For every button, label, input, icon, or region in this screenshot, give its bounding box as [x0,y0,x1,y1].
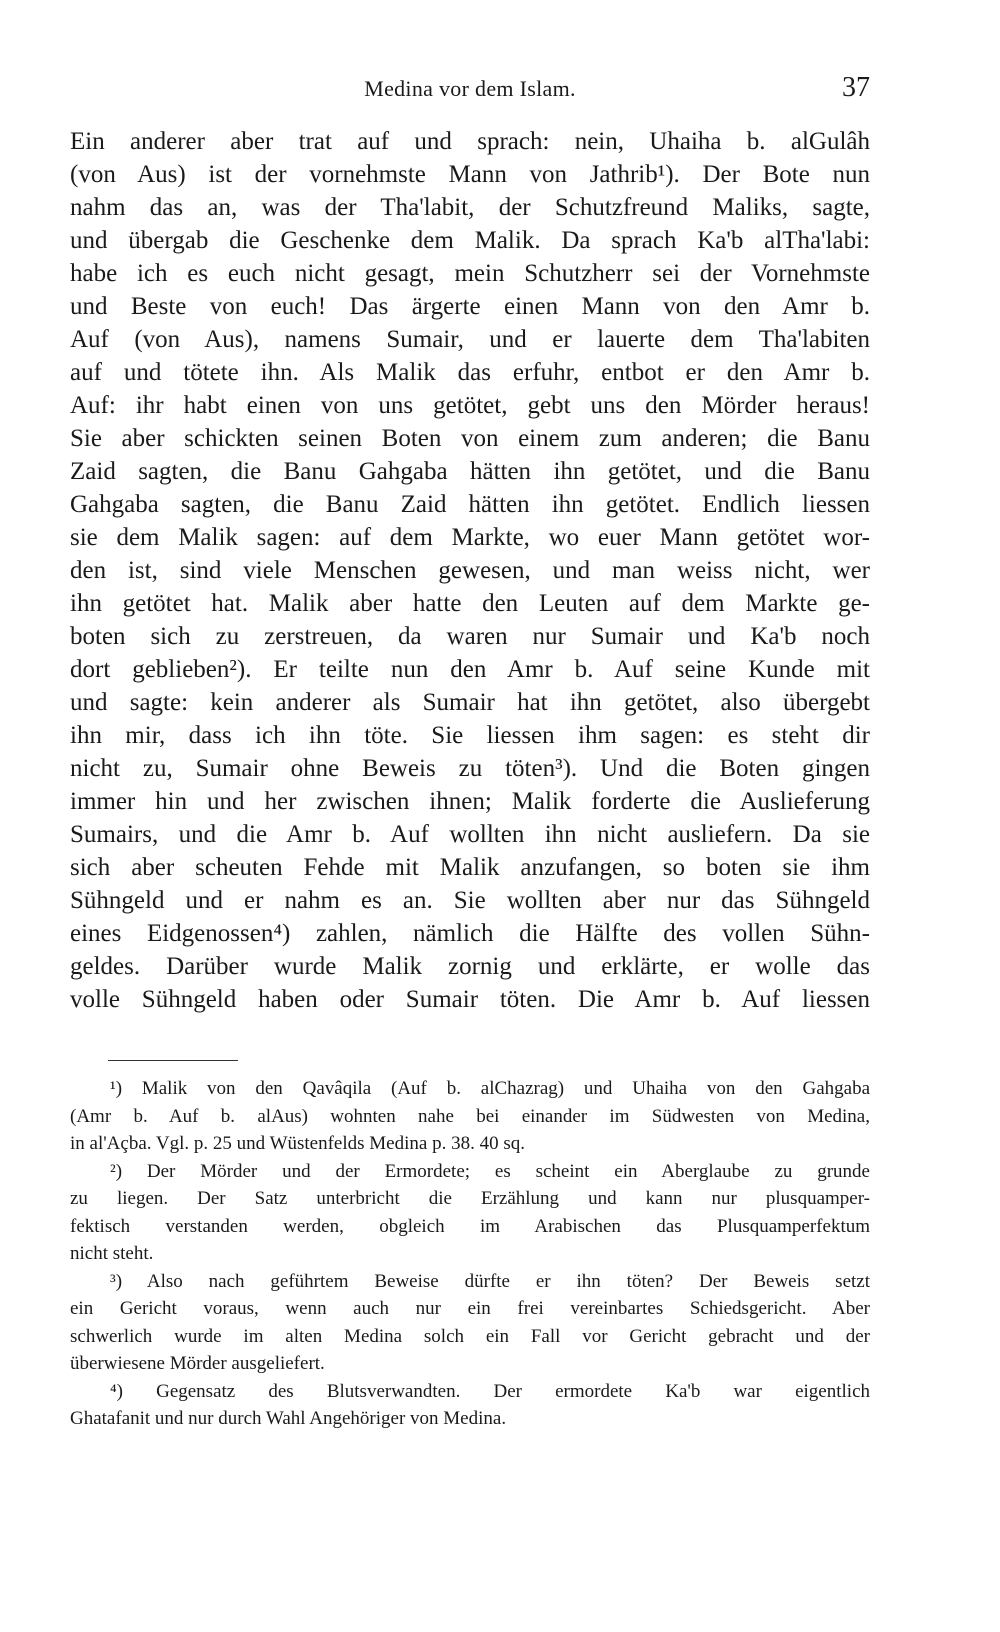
footnote-line: ⁴) Gegensatz des Blutsverwandten. Der ermordete Ka'b war eigentlich [110,1380,870,1402]
text-line: Auf (von Aus), namens Sumair, und er lauerte dem Tha'labiten [70,326,870,353]
footnotes [70,1075,870,1433]
text-line: und sagte: kein anderer als Sumair hat ihn getötet, also übergebt [70,689,870,716]
footnote-line: Ghatafanit und nur durch Wahl Angehöriger von Medina. [70,1408,507,1429]
text-line: sich aber scheuten Fehde mit Malik anzufangen, so boten sie ihm [70,854,870,881]
text-line: Gahgaba sagten, die Banu Zaid hätten ihn getötet. Endlich liessen [70,491,870,518]
text-line: geldes. Darüber wurde Malik zornig und erklärte, er wolle das [70,953,870,980]
footnote-line: ²) Der Mörder und der Ermordete; es scheint ein Aberglaube zu grunde [110,1160,870,1182]
running-header [70,72,870,112]
text-line: Ein anderer aber trat auf und sprach: nein, Uhaiha b. alGulâh [70,128,870,155]
footnote-line: ein Gericht voraus, wenn auch nur ein frei vereinbartes Schiedsgericht. Aber [70,1298,870,1319]
footnote-line: fektisch verstanden werden, obgleich im Arabischen das Plusquamperfektum [70,1215,870,1237]
text-line: habe ich es euch nicht gesagt, mein Schutzherr sei der Vornehmste [70,260,870,287]
main-text [70,125,870,1016]
page-number: 37 [842,72,870,103]
text-line: sie dem Malik sagen: auf dem Markte, wo euer Mann getötet wor- [70,524,870,551]
text-line: (von Aus) ist der vornehmste Mann von Jathrib¹). Der Bote nun [70,161,870,188]
footnote-line: überwiesene Mörder ausgeliefert. [70,1353,325,1374]
text-line: Sumairs, und die Amr b. Auf wollten ihn nicht ausliefern. Da sie [70,821,870,848]
footnote-line: ³) Also nach geführtem Beweise dürfte er ihn töten? Der Beweis setzt [110,1270,870,1292]
text-line: dort geblieben²). Er teilte nun den Amr b. Auf seine Kunde mit [70,656,870,683]
text-line: eines Eidgenossen⁴) zahlen, nämlich die Hälfte des vollen Sühn- [70,920,870,947]
text-line: nicht zu, Sumair ohne Beweis zu töten³). Und die Boten gingen [70,755,870,782]
text-line: Sühngeld und er nahm es an. Sie wollten aber nur das Sühngeld [70,887,870,914]
text-line: nahm das an, was der Tha'labit, der Schutzfreund Maliks, sagte, [70,194,870,221]
running-title: Medina vor dem Islam. [364,76,576,101]
text-line: Sie aber schickten seinen Boten von einem zum anderen; die Banu [70,425,870,452]
text-line: Zaid sagten, die Banu Gahgaba hätten ihn getötet, und die Banu [70,458,870,485]
footnote-line: zu liegen. Der Satz unterbricht die Erzählung und kann nur plusquamper- [70,1188,870,1209]
text-line: und Beste von euch! Das ärgerte einen Mann von den Amr b. [70,293,870,320]
text-line: immer hin und her zwischen ihnen; Malik forderte die Auslieferung [70,788,870,815]
text-line: und übergab die Geschenke dem Malik. Da sprach Ka'b alTha'labi: [70,227,870,254]
text-line: Auf: ihr habt einen von uns getötet, gebt uns den Mörder heraus! [70,392,870,419]
footnote-line: schwerlich wurde im alten Medina solch ein Fall vor Gericht gebracht und der [70,1325,870,1347]
text-line: ihn getötet hat. Malik aber hatte den Leuten auf dem Markte ge- [70,590,870,617]
text-line: ihn mir, dass ich ihn töte. Sie liessen ihm sagen: es steht dir [70,722,870,749]
footnote-line: nicht steht. [70,1243,154,1264]
text-line: boten sich zu zerstreuen, da waren nur Sumair und Ka'b noch [70,623,870,650]
footnote-line: in al'Açba. Vgl. p. 25 und Wüstenfelds Medina p. 38. 40 sq. [70,1133,525,1154]
footnote-line: (Amr b. Auf b. alAus) wohnten nahe bei einander im Südwesten von Medina, [70,1105,870,1127]
footnote-rule [108,1060,238,1061]
footnote-line: ¹) Malik von den Qavâqila (Auf b. alChazrag) und Uhaiha von den Gahgaba [110,1078,870,1099]
text-line: den ist, sind viele Menschen gewesen, und man weiss nicht, wer [70,557,870,584]
text-line: auf und tötete ihn. Als Malik das erfuhr, entbot er den Amr b. [70,359,870,386]
text-line: volle Sühngeld haben oder Sumair töten. Die Amr b. Auf liessen [70,986,870,1013]
